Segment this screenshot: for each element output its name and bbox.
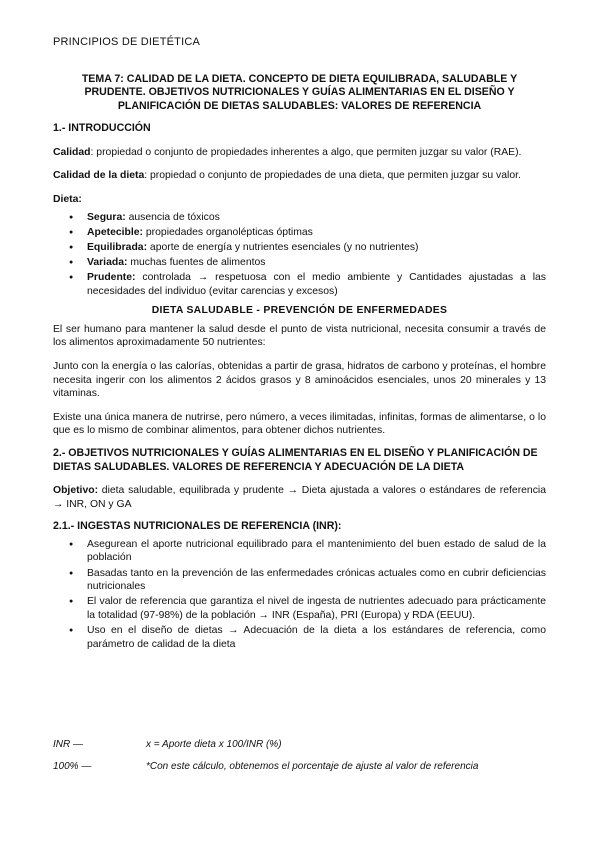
section-2-1-heading: 2.1.- INGESTAS NUTRICIONALES DE REFERENCIA (INR): [53,520,342,533]
dieta-saludable-heading: DIETA SALUDABLE - PREVENCIÓN DE ENFERMEDADES [151,305,448,317]
objetivo-text: dieta saludable, equilibrada y prudente → Dieta ajustada a valores o estándares de referencia → INR, ON y GA [53,485,546,510]
objetivo-term: Objetivo: [53,485,99,497]
formula-right-2: *Con este cálculo, obtenemos el porcentaje de ajuste al valor de referencia [146,761,479,772]
objetivo-paragraph [53,484,546,511]
dieta-label: Dieta: [53,194,82,205]
calidad-dieta-definition: : propiedad o conjunto de propiedades de una dieta, que permiten juzgar su valor. [144,170,521,182]
calidad-paragraph [53,146,546,160]
section-1-heading: 1.- INTRODUCCIÓN [53,122,151,135]
formula-left-1: INR — [53,739,83,750]
formula-row-2 [53,761,546,783]
formula-right-1: x = Aporte dieta x 100/INR (%) [146,739,282,750]
list-item: ● Prudente: controlada → respetuosa con el medio ambiente y Cantidades ajustadas a las necesidades del individuo (evitar carencias y excesos) [87,271,546,298]
page-header: PRINCIPIOS DE DIETÉTICA [53,36,201,48]
list-item: ● Uso en el diseño de dietas → Adecuación de la dieta a los estándares de referencia, como parámetro de calidad de la dieta [87,624,546,651]
list-item: ● Basadas tanto en la prevención de las enfermedades crónicas actuales como en cubrir deficiencias nutricionales [87,567,546,594]
calidad-definition: : propiedad o conjunto de propiedades inherentes a algo, que permiten juzgar su valor (RAE). [90,146,522,158]
document-body [53,73,546,653]
document-title: TEMA 7: CALIDAD DE LA DIETA. CONCEPTO DE DIETA EQUILIBRADA, SALUDABLE Y PRUDENTE. OBJETIVOS NUTRICIONALES Y GUÍAS ALIMENTARIAS EN EL DISEÑO Y PLANIFICACIÓN DE DIETAS SALUDABLES: VALORES DE REFERENCIA [81,73,518,112]
section-2-heading: 2.- OBJETIVOS NUTRICIONALES Y GUÍAS ALIMENTARIAS EN EL DISEÑO Y PLANIFICACIÓN DE DIETAS SALUDABLES. VALORES DE REFERENCIA Y ADECUACIÓN DE LA DIETA [53,446,538,473]
list-item: ● Asegurean el aporte nutricional equilibrado para el mantenimiento del buen estado de salud de la población [87,538,546,565]
dieta-list [53,211,546,299]
formula-left-2: 100% — [53,761,92,772]
list-item: ● Variada: muchas fuentes de alimentos [87,256,546,270]
saludable-paragraph-2: Junto con la energía o las calorías, obtenidas a partir de grasa, hidratos de carbono y proteínas, el hombre necesita ingerir con los alimentos 2 ácidos grasos y 8 aminoácidos esenciales, unos 20 minerales y 13 vitaminas. [53,360,546,400]
list-item: ● Segura: ausencia de tóxicos [87,211,546,225]
calidad-dieta-term: Calidad de la dieta [53,170,145,182]
inr-list [53,538,546,651]
formula-block [53,739,546,783]
formula-row-1 [53,739,546,761]
saludable-paragraph-3: Existe una única manera de nutrirse, pero número, a veces ilimitadas, infinitas, formas de alimentarse, o lo que es lo mismo de combinar alimentos, para obtener dichos nutrientes. [53,411,546,437]
calidad-term: Calidad [53,146,91,158]
list-item: ● Apetecible: propiedades organolépticas óptimas [87,226,546,240]
calidad-dieta-paragraph [53,169,546,183]
saludable-paragraph-1: El ser humano para mantener la salud desde el punto de vista nutricional, necesita consumir a través de los alimentos aproximadamente 50 nutrientes: [53,323,546,349]
list-item: ● Equilibrada: aporte de energía y nutrientes esenciales (y no nutrientes) [87,241,546,255]
list-item: ● El valor de referencia que garantiza el nivel de ingesta de nutrientes adecuado para prácticamente la totalidad (97-98%) de la población → INR (España), PRI (Europa) y RDA (EEUU). [87,595,546,622]
